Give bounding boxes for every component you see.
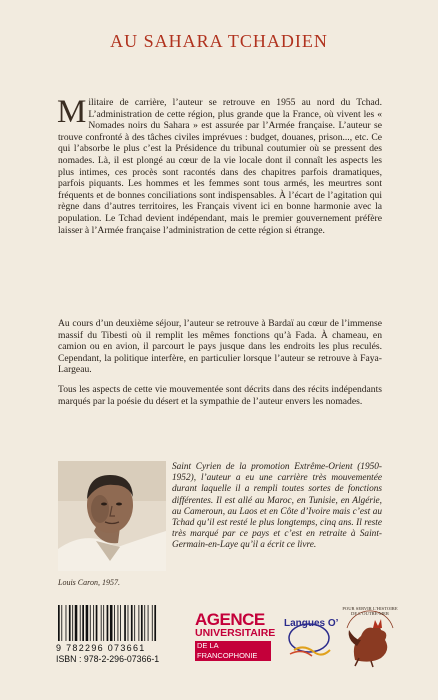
summary-paragraph-1-text: ilitaire de carrière, l’auteur se retrouve en 1955 au nord du Tchad. L’administration de cette région, plus grande que la France, où vivent les « Nomades noirs du Sahara » est assurée par l’Armée française. L’auteur se trouve confronté à des tâches civiles imprévues : budget, douanes, prison..., etc. Ce qui l’absorbe le plus c’est la Présidence du tribunal coutumier où se pressent des nomades. Là, il est plongé au cœur de la vie locale dont il connaît les aspects les plus intimes, ces procès sont racontés dans des chapitres parfois dramatiques, parfois piquants. Les hommes et les femmes sont tous armés, les meurtres sont fréquents et de bonnes conciliations sont indispensables. À l’écart de l’agitation qui règne dans d’autres territoires, les Français vivent ici en bonne harmonie avec la population. Le Tchad devient indépendant, mais le premier gouvernement préfère laisser à l’Armée française l’administration de cette région si étrange. <box>58 97 382 236</box>
barcode-bar <box>128 605 129 641</box>
barcode-bar <box>124 605 126 641</box>
auf-logo-line2: UNIVERSITAIRE <box>195 627 276 639</box>
author-portrait-image <box>58 461 166 571</box>
auf-logo-line1: AGENCE <box>195 610 265 629</box>
rooster-logo <box>341 606 399 668</box>
barcode-bar <box>134 605 135 641</box>
summary-paragraph-2: Au cours d’un deuxième séjour, l’auteur se retrouve à Bardaï au cœur de l’immense massif du Tibesti où il remplit les mêmes fonctions qu’à Fada. À chameau, en camion ou en avion, il parcourt le pays jusque dans les endroits les plus reculés. Cependant, la politique interfère, en particulier lorsque l’auteur se retrouve à Faya-Largeau. <box>58 318 382 376</box>
barcode-digits: 9 782296 073661 <box>56 643 146 653</box>
book-title: AU SAHARA TCHADIEN <box>110 31 328 51</box>
auf-logo-line3: DE LA FRANCOPHONIE <box>195 641 271 661</box>
barcode-bar <box>118 605 119 641</box>
barcode-bar <box>69 605 71 641</box>
barcode-bars <box>56 605 164 643</box>
isbn-number: ISBN : 978-2-296-07366-1 <box>56 654 160 664</box>
rooster-logo-text: POUR SERVIR L’HISTOIRE DE L’OUTRE-MER <box>342 606 398 616</box>
barcode-bar <box>96 605 98 641</box>
auf-logo <box>195 610 276 664</box>
barcode-bar <box>144 605 145 641</box>
langues-o-label: Langues O’ <box>284 618 339 629</box>
barcode-bar <box>148 605 149 641</box>
barcode-bar <box>110 605 113 641</box>
barcode-bar <box>114 605 115 641</box>
langues-o-logo <box>284 614 339 660</box>
summary-paragraph-1 <box>57 94 382 236</box>
barcode-bar <box>101 605 102 641</box>
barcode-bar <box>72 605 73 641</box>
barcode-bar <box>152 605 153 641</box>
barcode-bar <box>131 605 133 641</box>
barcode-bar <box>120 605 121 641</box>
barcode-bar <box>141 605 143 641</box>
barcode-bar <box>154 605 156 641</box>
barcode-bar <box>61 605 62 641</box>
author-bio: Saint Cyrien de la promotion Extrême-Orient (1950-1952), l’auteur a eu une carrière très mouvementée durant laquelle il a rempli toutes sortes de fonctions différentes. Il est allé au Maroc, en Tunisie, en Algérie, au Cameroun, au Laos et en Côte d’Ivoire mais c’est au Tchad qu’il est resté le plus longtemps, cinq ans. Il reste très marqué par ce pays et c’est en retraite à Saint-Germain-en-Laye qu’il a écrit ce livre. <box>172 462 382 551</box>
barcode-bar <box>86 605 89 641</box>
barcode-bar <box>75 605 78 641</box>
barcode-bar <box>82 605 84 641</box>
barcode-bar <box>80 605 81 641</box>
photo-caption: Louis Caron, 1957. <box>58 578 120 587</box>
barcode-bar <box>93 605 94 641</box>
dropcap-letter: M <box>57 94 87 130</box>
barcode-bar <box>58 605 60 641</box>
summary-paragraph-3: Tous les aspects de cette vie mouvementée sont décrits dans des récits indépendants marqués par la poésie du désert et la sympathie de l’auteur envers les nomades. <box>58 384 382 407</box>
barcode-bar <box>90 605 91 641</box>
author-photo <box>58 461 166 571</box>
barcode-bar <box>107 605 109 641</box>
barcode-bar <box>66 605 67 641</box>
barcode-bar <box>103 605 104 641</box>
barcode-bar <box>138 605 139 641</box>
